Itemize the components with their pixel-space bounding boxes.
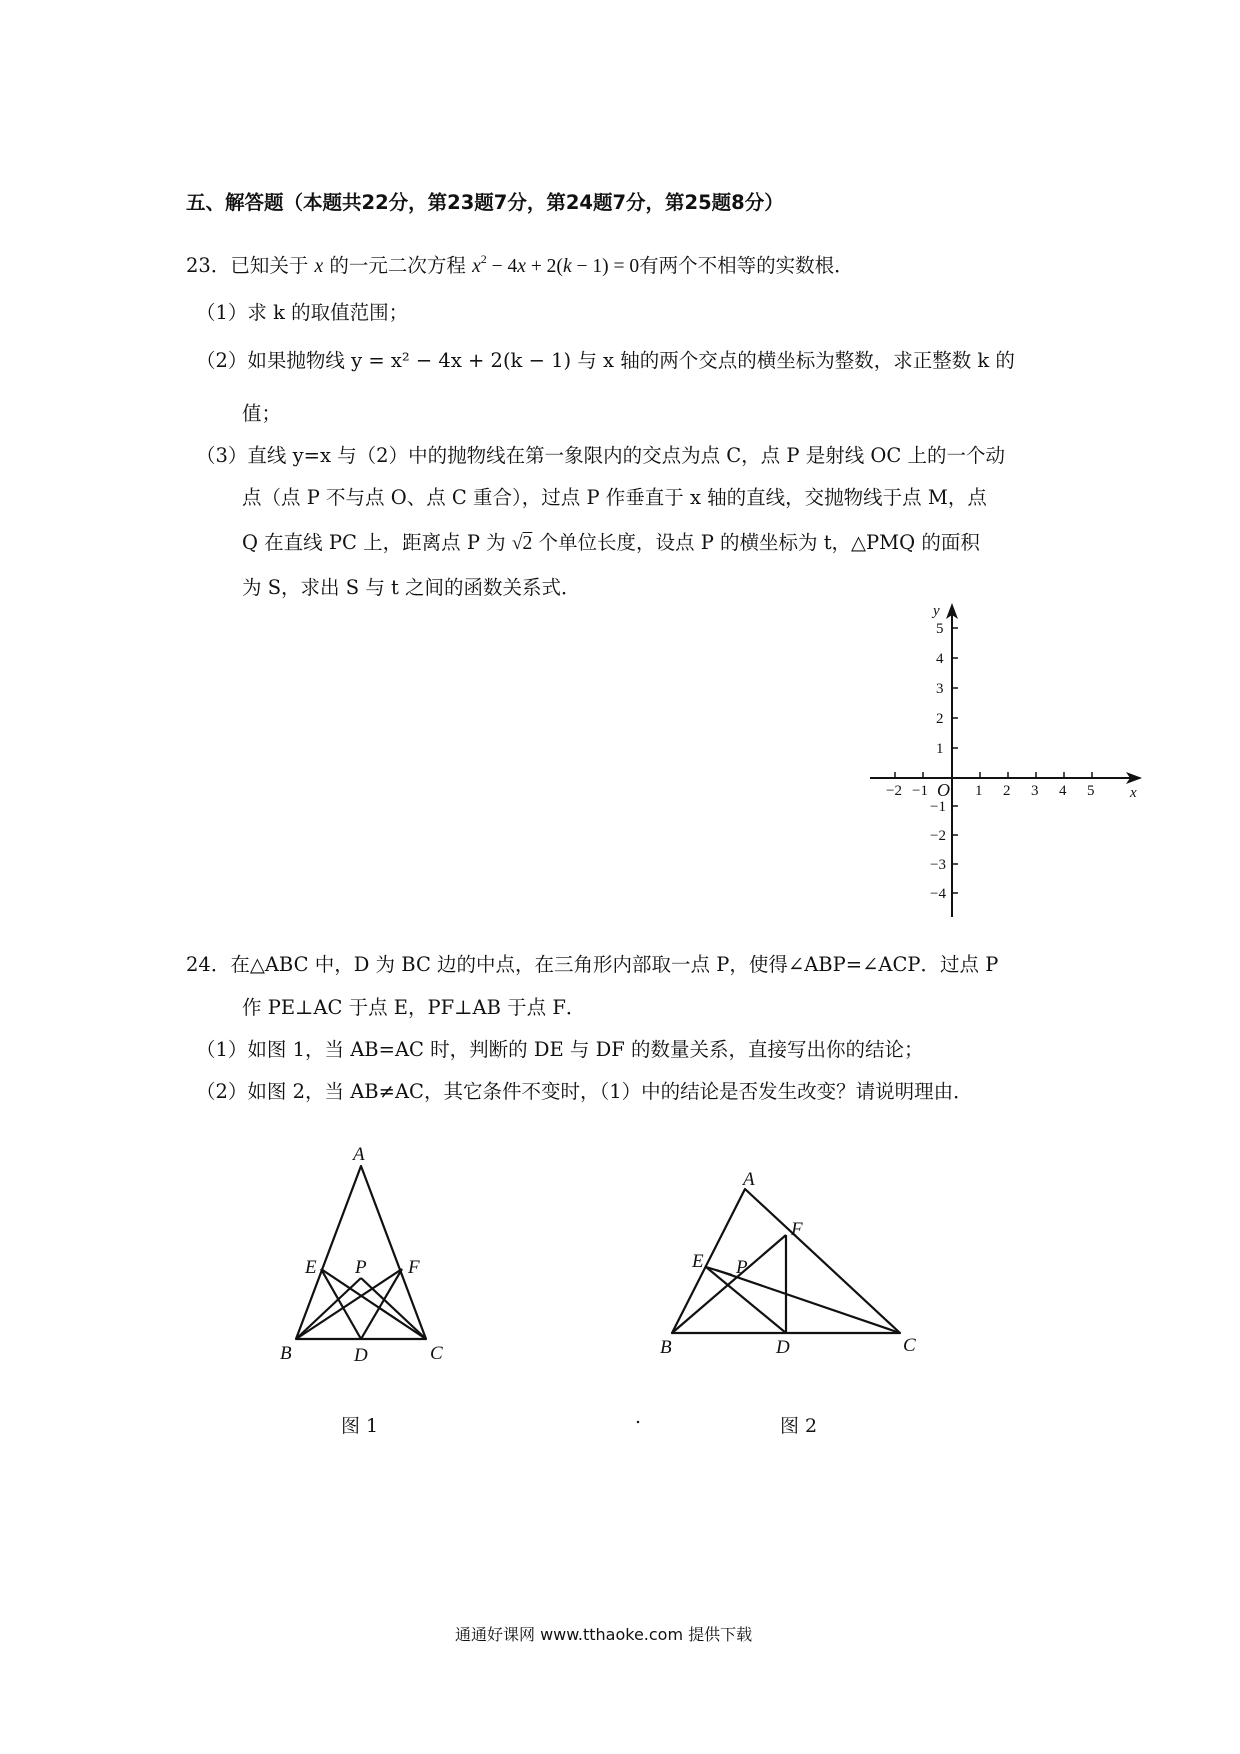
segment-cp	[361, 1278, 426, 1339]
label-f: F	[791, 1219, 803, 1240]
label-p: P	[736, 1257, 748, 1278]
figure-2-caption: 图 2	[780, 1415, 818, 1437]
q24-line2: 作 PE⊥AC 于点 E，PF⊥AB 于点 F．	[242, 996, 586, 1019]
q23-stem-a: 已知关于	[230, 254, 309, 277]
label-d: D	[776, 1337, 790, 1358]
segment-cf	[321, 1269, 426, 1339]
q24-part1: （1）如图 1，当 AB=AC 时，判断的 DE 与 DF 的数量关系，直接写出你的结论；	[196, 1038, 924, 1061]
segment-df	[361, 1269, 402, 1339]
label-p: P	[355, 1257, 367, 1278]
x-tick-label: 2	[1003, 783, 1011, 799]
stray-dot: .	[635, 1406, 642, 1428]
y-tick-label: −3	[930, 857, 946, 873]
x-tick-label: 1	[975, 783, 983, 799]
label-c: C	[430, 1343, 443, 1364]
q23-stem-b: 的一元二次方程	[329, 254, 466, 277]
label-a: A	[743, 1169, 755, 1190]
figure-1	[270, 1140, 470, 1375]
origin-label: O	[937, 780, 950, 800]
q23-part2-line1: （2）如果抛物线 y = x² − 4x + 2(k − 1) 与 x 轴的两个交点的横坐标为整数，求正整数 k 的	[196, 349, 1015, 372]
triangle-abc	[296, 1166, 426, 1339]
q23-part2-line2: 值；	[242, 402, 282, 425]
segment-de	[321, 1269, 361, 1339]
label-e: E	[692, 1251, 704, 1272]
q23-number: 23．	[186, 254, 231, 277]
label-a: A	[353, 1144, 365, 1165]
figure-1-caption: 图 1	[341, 1415, 379, 1437]
x-axis-label: x	[1130, 785, 1137, 801]
q23-part3-line3b: 个单位长度，设点 P 的横坐标为 t，△PMQ 的面积	[538, 531, 980, 554]
y-tick-label: −1	[930, 799, 946, 815]
x-tick-label: 4	[1059, 783, 1067, 799]
y-tick-label: 4	[936, 651, 944, 667]
section-heading: 五、解答题（本题共22分，第23题7分，第24题7分，第25题8分）	[186, 191, 784, 214]
x-tick-label: −2	[886, 783, 902, 799]
y-tick-label: 5	[936, 621, 944, 637]
y-tick-label: −4	[930, 886, 946, 902]
q23-part3-line1: （3）直线 y=x 与（2）中的抛物线在第一象限内的交点为点 C，点 P 是射线 OC 上的一个动	[196, 444, 1006, 467]
coordinate-axes-figure	[860, 595, 1160, 925]
label-c: C	[903, 1335, 916, 1356]
x-tick-label: 5	[1087, 783, 1095, 799]
x-tick-label: 3	[1031, 783, 1039, 799]
q23-part3-line2: 点（点 P 不与点 O、点 C 重合），过点 P 作垂直于 x 轴的直线，交抛物线于点 M，点	[242, 486, 987, 509]
q24-line1	[186, 955, 998, 975]
sqrt-two: √2	[511, 533, 533, 554]
figure-2	[650, 1165, 940, 1365]
q24-number: 24．	[186, 953, 231, 976]
y-axis-label: y	[933, 603, 940, 619]
label-b: B	[660, 1337, 672, 1358]
segment-pc	[716, 1270, 900, 1333]
q23-part3-line4: 为 S，求出 S 与 t 之间的函数关系式．	[242, 576, 581, 599]
footer-source: 通通好课网 www.tthaoke.com 提供下载	[455, 1625, 753, 1644]
y-tick-label: 1	[936, 741, 944, 757]
segment-bp	[296, 1278, 361, 1339]
label-e: E	[305, 1257, 317, 1278]
y-tick-label: 3	[936, 681, 944, 697]
y-tick-label: −2	[930, 828, 946, 844]
q23-stem: 23．已知关于 x 的一元二次方程 $x^2 - 4x + 2(k - 1) = 0$有两个不相等的实数根．	[186, 252, 854, 277]
label-d: D	[354, 1345, 368, 1366]
q23-equation: $x^2 - 4x + 2(k - 1) = 0$	[472, 252, 640, 277]
x-tick-label: −1	[912, 783, 928, 799]
q24-line1-text: 在△ABC 中，D 为 BC 边的中点，在三角形内部取一点 P，使得∠ABP=∠ACP．过点 P	[230, 953, 999, 976]
q23-stem-c: 有两个不相等的实数根．	[639, 254, 854, 277]
label-b: B	[280, 1343, 292, 1364]
segment-be	[296, 1269, 402, 1339]
q23-part3-line3	[242, 533, 980, 554]
label-f: F	[408, 1257, 420, 1278]
q23-part3-line3a: Q 在直线 PC 上，距离点 P 为	[242, 531, 506, 554]
q24-part2: （2）如图 2，当 AB≠AC，其它条件不变时，（1）中的结论是否发生改变？请说明理由．	[196, 1080, 973, 1103]
y-tick-label: 2	[936, 711, 944, 727]
q23-part1: （1）求 k 的取值范围；	[196, 301, 409, 324]
